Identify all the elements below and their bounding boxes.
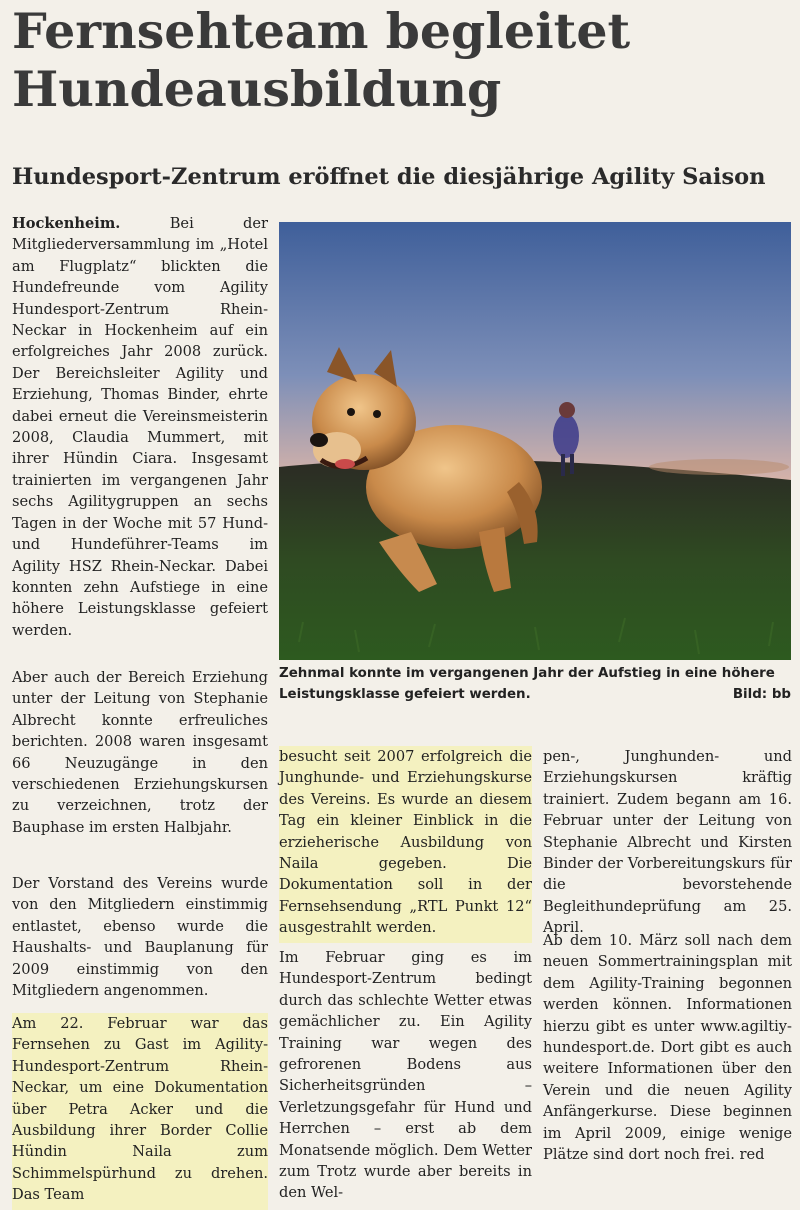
subheadline: Hundesport-Zentrum eröffnet die diesjährige Agility Saison	[12, 164, 766, 190]
paragraph-8: Ab dem 10. März soll nach dem neuen Sommertrainingsplan mit dem Agility-Training begonnen werden können. Informationen hierzu gibt es unter www.agiltiy-hundesport.de. Dort gibt es auch weitere Informationen über den Verein und die neuen Agility Anfängerkurse. Diese beginnen im April 2009, einige wenige Plätze sind dort noch frei. red	[543, 932, 792, 1164]
dog-running-photo	[279, 222, 791, 660]
caption-text: Zehnmal konnte im vergangenen Jahr der Aufstieg in eine höhere Leistungsklasse gefeiert werden.	[279, 666, 775, 702]
dateline: Hockenheim.	[12, 215, 121, 232]
paragraph-6: Im Februar ging es im Hundesport-Zentrum bedingt durch das schlechte Wetter etwas gemächlicher zu. Ein Agility Training war wegen des gefrorenen Bodens aus Sicherheitsgründen – Verletzungsgefahr für Hund und Herrchen – erst ab dem Monatsende möglich. Dem Wetter zum Trotz wurde aber bereits in den Wel-	[279, 949, 532, 1202]
paragraph-7: pen-, Junghunden- und Erziehungskursen kräftig trainiert. Zudem begann am 16. Februar unter der Leitung von Stephanie Albrecht und Kirsten Binder der Vorbereitungskurs für die bevorstehende Begleithundeprüfung am 25. April.	[543, 748, 792, 937]
paragraph-intro	[12, 213, 268, 641]
paragraph-5: besucht seit 2007 erfolgreich die Junghunde- und Erziehungskurse des Vereins. Es wurde an diesem Tag ein kleiner Einblick in die erzieherische Ausbildung von Naila gegeben. Die Dokumentation soll in der Fernsehsendung „RTL Punkt 12“ ausgestrahlt werden.	[279, 746, 532, 943]
article-photo	[279, 222, 791, 660]
photo-caption	[279, 663, 791, 705]
headline: Fernsehteam begleitet Hundeausbildung	[12, 2, 631, 118]
paragraph-2: Aber auch der Bereich Erziehung unter der Leitung von Stephanie Albrecht konnte erfreuliches berichten. 2008 waren insgesamt 66 Neuzugänge in den verschiedenen Erziehungskursen zu verzeichnen, trotz der Bauphase im ersten Halbjahr.	[12, 669, 268, 836]
photo-credit: Bild: bb	[732, 687, 791, 702]
paragraph-4: Am 22. Februar war das Fernsehen zu Gast im Agility-Hundesport-Zentrum Rhein-Neckar, um eine Dokumentation über Petra Acker und die Ausbildung ihrer Border Collie Hündin Naila zum Schimmelspürhund zu drehen. Das Team	[12, 1013, 268, 1210]
paragraph-3: Der Vorstand des Vereins wurde von den Mitgliedern einstimmig entlastet, ebenso wurde die Haushalts- und Bauplanung für 2009 einstimmig von den Mitgliedern angenommen.	[12, 875, 268, 1000]
paragraph-1-text: Bei der Mitgliederversammlung im „Hotel am Flugplatz“ blickten die Hundefreunde vom Agility Hundesport-Zentrum Rhein-Neckar in Hockenheim auf ein erfolgreiches Jahr 2008 zurück. Der Bereichsleiter Agility und Erziehung, Thomas Binder, ehrte dabei erneut die Vereinsmeisterin 2008, Claudia Mummert, mit ihrer Hündin Ciara. Insgesamt trainierten im vergangenen Jahr sechs Agilitygruppen an sechs Tagen in der Woche mit 57 Hund- und Hundeführer-Teams im Agility HSZ Rhein-Neckar. Dabei konnten zehn Aufstiege in eine höhere Leistungsklasse gefeiert werden.	[12, 215, 268, 639]
